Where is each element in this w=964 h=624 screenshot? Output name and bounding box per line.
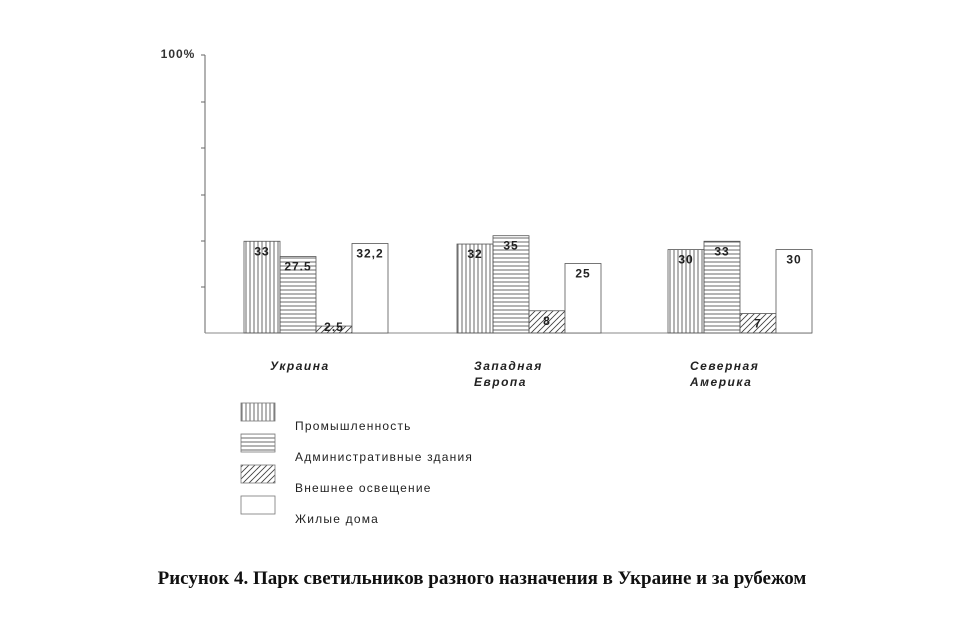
data-label: 30 [678,252,694,267]
data-label: 25 [575,266,591,281]
y-max-label: 100% [160,47,196,61]
legend-label: Промышленность [295,419,412,433]
data-label: 8 [543,313,551,328]
category-label: Западная [474,359,543,373]
legend-swatch [241,496,275,514]
category-label: Америка [690,375,753,389]
data-label: 33 [714,244,730,259]
data-label: 27.5 [284,259,312,274]
legend-label: Внешнее освещение [295,481,432,495]
data-label: 33 [254,244,270,259]
legend-swatch [241,465,275,483]
figure-caption: Рисунок 4. Парк светильников разного назначения в Украине и за рубежом [157,568,807,589]
data-label: 35 [503,238,519,253]
category-label: Европа [474,375,527,389]
data-label: 30 [786,252,802,267]
category-label: Украина [270,359,330,373]
legend-swatch [241,434,275,452]
category-label: Северная [690,359,760,373]
data-label: 2.5 [324,320,344,334]
data-label: 32,2 [356,246,384,261]
data-label: 7 [754,316,762,331]
legend-label: Административные здания [295,450,474,464]
legend-label: Жилые дома [295,512,380,526]
legend-swatch [241,403,275,421]
data-label: 32 [467,247,483,262]
